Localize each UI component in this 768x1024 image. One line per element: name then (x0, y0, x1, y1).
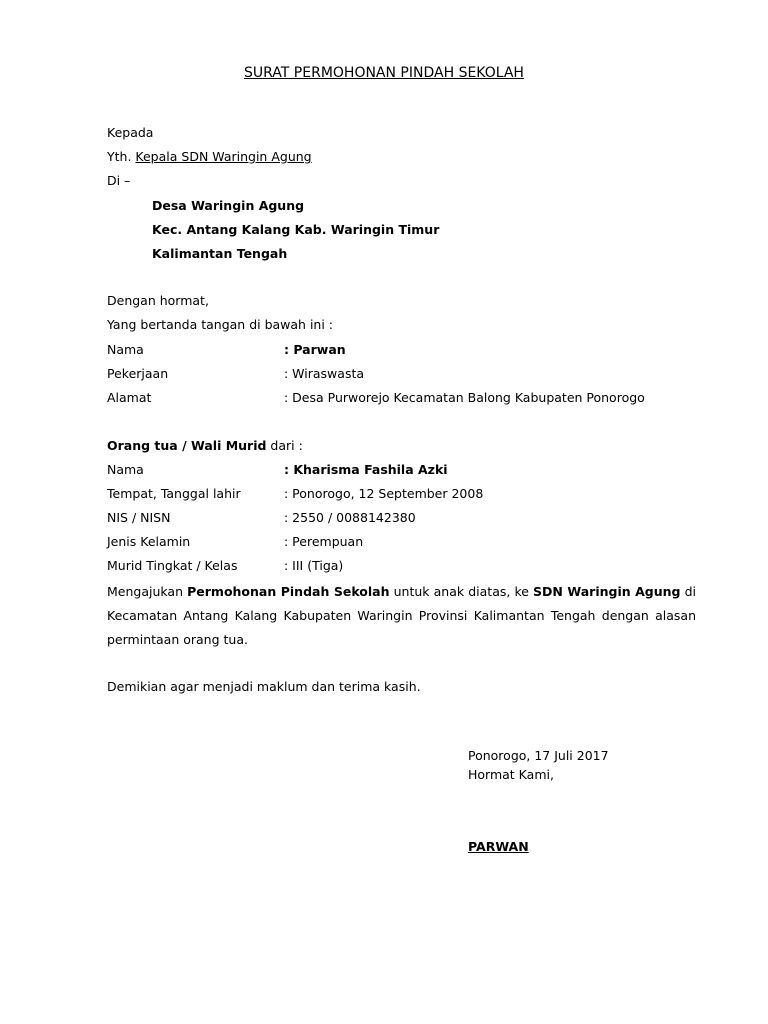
student-label: Jenis Kelamin (107, 534, 191, 549)
letter-title: SURAT PERMOHONAN PINDAH SEKOLAH (244, 65, 524, 81)
student-label: Nama (107, 462, 144, 477)
recipient-kepada: Kepada (107, 125, 154, 140)
yth-prefix: Yth. (107, 149, 132, 164)
guardian-suffix: dari : (266, 438, 303, 453)
student-value: : Kharisma Fashila Azki (284, 462, 448, 477)
student-value: : 2550 / 0088142380 (284, 510, 416, 525)
signer-value: : Wiraswasta (284, 366, 365, 381)
address-line-1: Desa Waringin Agung (152, 198, 305, 213)
request-bold-1: Permohonan Pindah Sekolah (187, 584, 390, 599)
closing: Demikian agar menjadi maklum dan terima kasih. (107, 679, 421, 694)
request-text-3: di Kecamatan Antang Kalang Kabupaten Waringin Provinsi Kalimantan Tengah dengan alasan permintaan orang tua. (107, 584, 696, 647)
signer-label: Alamat (107, 390, 152, 405)
recipient-yth (107, 148, 312, 166)
request-paragraph (107, 580, 696, 652)
address-line-2: Kec. Antang Kalang Kab. Waringin Timur (152, 222, 440, 237)
signature-place-date: Ponorogo, 17 Juli 2017 (468, 748, 609, 763)
guardian-part1: Orang tua (107, 438, 178, 453)
signature-salutation: Hormat Kami, (468, 767, 554, 782)
greeting: Dengan hormat, (107, 293, 209, 308)
intro: Yang bertanda tangan di bawah ini : (107, 317, 334, 332)
signer-value: : Parwan (284, 342, 346, 357)
yth-name: Kepala SDN Waringin Agung (135, 149, 312, 164)
signer-label: Pekerjaan (107, 366, 169, 381)
recipient-di: Di – (107, 173, 131, 188)
student-label: Murid Tingkat / Kelas (107, 558, 238, 573)
student-value: : Ponorogo, 12 September 2008 (284, 486, 484, 501)
address-line-3: Kalimantan Tengah (152, 246, 288, 261)
student-label: NIS / NISN (107, 510, 171, 525)
guardian-sep: / (177, 438, 192, 453)
signer-label: Nama (107, 342, 144, 357)
request-text-1: Mengajukan (107, 584, 188, 599)
student-value: : Perempuan (284, 534, 364, 549)
guardian-heading (107, 437, 303, 455)
request-bold-2: SDN Waringin Agung (533, 584, 681, 599)
request-text-2: untuk anak diatas, ke (389, 584, 534, 599)
student-value: : III (Tiga) (284, 558, 344, 573)
signer-value: : Desa Purworejo Kecamatan Balong Kabupaten Ponorogo (284, 390, 645, 405)
signature-name: PARWAN (468, 839, 529, 854)
student-label: Tempat, Tanggal lahir (107, 486, 241, 501)
guardian-part2: Wali Murid (191, 438, 267, 453)
